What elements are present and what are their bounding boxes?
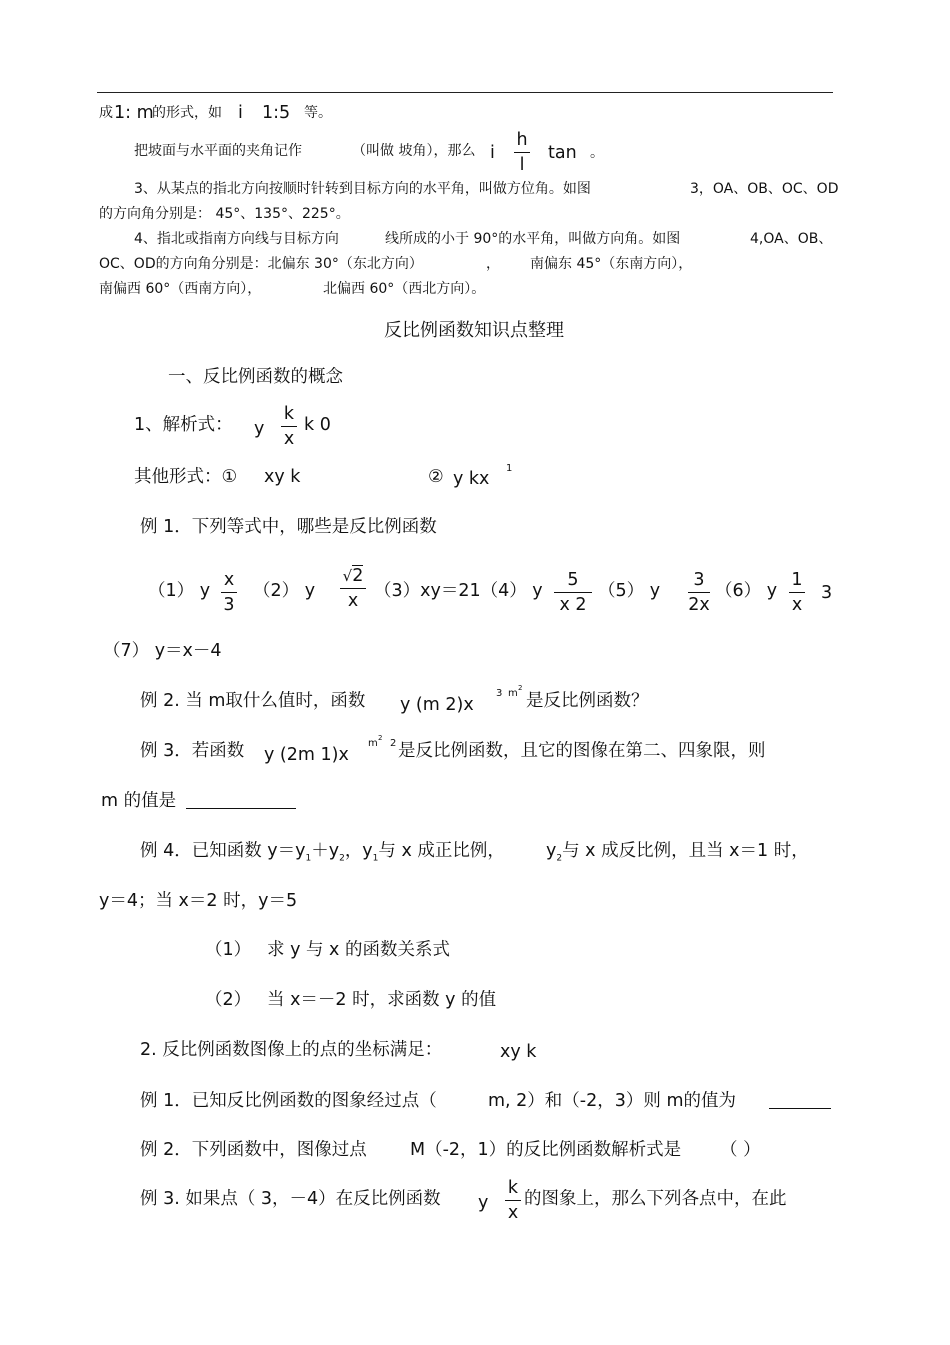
numerator: 3 [693,570,705,590]
sub-question-label: （1） [205,940,252,960]
section-heading: 一、反比例函数的概念 [168,367,343,387]
option-label: （3）xy＝21（4） y [374,581,543,601]
fraction-bar [688,592,710,593]
math-expr: y (2m 1)x [264,745,349,765]
sub-question: 求 y 与 x 的函数关系式 [267,940,450,960]
answer-blank[interactable] [769,1092,831,1109]
denominator: x [347,591,359,611]
sub-question-label: （2） [205,990,252,1010]
math-condition: k 0 [304,415,331,435]
fraction-k-over-x [281,404,297,449]
text-function: tan [548,143,577,163]
math-exponent: 1 [506,463,513,474]
option-label: （6） y [715,581,778,601]
text-line: 其他形式：① [134,467,238,487]
text-ratio: 1: m [114,103,154,123]
text-line [546,840,809,870]
option-label: （2） y [253,581,316,601]
answer-blank[interactable] [186,792,296,809]
text-line: 3、从某点的指北方向按顺时针转到目标方向的水平角，叫做方位角。如图 [134,181,591,197]
text-line: 成 [99,105,113,121]
fraction-h-over-l [514,130,530,175]
formula-label: 1、解析式： [134,415,233,435]
numerator: 1 [791,570,803,590]
fraction-bar [281,426,297,427]
radicand: 2 [352,566,364,586]
fraction [688,570,710,615]
sub-question: 当 x＝－2 时，求函数 y 的值 [267,990,497,1010]
math-exponent: m [368,738,378,749]
fraction-bar [505,1200,521,1201]
text-part: 与 x 成正比例， [378,841,505,861]
text-part: ＋y [311,841,340,861]
math-var: y [254,419,265,439]
text-ratio: 1:5 [262,103,291,123]
fraction-bar [789,592,805,593]
text-part: ，y [344,841,373,861]
fraction-bar [340,588,366,589]
fraction-bar [221,592,237,593]
text-line: y＝4；当 x＝2 时，y＝5 [99,891,298,911]
math-exponent: 2 [378,734,383,742]
fraction-k-over-x [505,1178,521,1223]
text-line: 3，OA、OB、OC、OD [690,181,839,197]
example-question: 例 3．若函数 [140,741,245,761]
subscript: 2 [339,853,345,864]
denominator: x [507,1203,519,1223]
example-question: 例 2. 当 m取什么值时，函数 [140,691,366,711]
text-symbol: i [238,103,243,123]
math-expr: xy k [264,467,301,487]
denominator: x 2 [559,595,587,615]
fraction [789,570,805,615]
example-question: 例 3. 如果点（ 3，－4）在反比例函数 [140,1189,441,1209]
text-line: m 的值是 [101,791,177,811]
text-circled-number: ② [428,467,444,487]
fraction-sqrt [340,566,366,611]
text-line: （叫做 坡角），那么 [352,143,476,159]
text-line: 把坡面与水平面的夹角记作 [134,143,302,159]
numerator: 5 [567,570,579,590]
text-line: OC、OD的方向角分别是：北偏东 30°（东北方向） [99,256,423,272]
text-part: y [546,841,557,861]
text-line: 的图象上，那么下列各点中，在此 [524,1189,787,1209]
subscript: 2 [556,853,563,864]
math-expr: y (m 2)x [400,695,474,715]
text-line: 北偏西 60°（西北方向）。 [323,281,486,297]
example-question: 例 2．下列函数中，图像过点 [140,1140,367,1160]
answer-brackets: （ ） [720,1140,761,1160]
option-label: （1） y [148,581,211,601]
example-question: 例 1．下列等式中，哪些是反比例函数 [140,517,437,537]
math-exponent: 2 [390,738,397,749]
fraction [554,570,592,615]
text-line: m, 2）和（-2，3）则 m的值为 [488,1091,736,1111]
denominator: l [519,155,525,175]
denominator: 2x [688,595,710,615]
text-line: 的方向角分别是： 45°、135°、225°。 [99,206,350,222]
text-line: 等。 [304,105,332,121]
page-title: 反比例函数知识点整理 [384,320,564,341]
numerator: h [516,130,528,150]
text-line: 是反比例函数？ [526,691,649,711]
option-label: （7） y＝x－4 [103,641,222,661]
text-line: 4,OA、OB、 [750,231,833,247]
example-question: 例 1．已知反比例函数的图象经过点（ [140,1091,437,1111]
denominator: x [283,429,295,449]
text-line: 南偏西 60°（西南方向）， [99,281,262,297]
text-part: 例 4．已知函数 y＝y [140,841,306,861]
math-exponent: 3 [496,688,503,699]
denominator: x [791,595,803,615]
header-rule [97,92,833,93]
text-part: 与 x 成反比例，且当 x＝1 时， [562,841,809,861]
fraction-bar [514,152,530,153]
math-exponent: m [508,688,518,699]
math-term: 3 [821,583,833,603]
text-symbol: i [490,143,495,163]
fraction-bar [554,592,592,593]
math-exponent: 2 [518,684,523,692]
subscript: 1 [372,853,379,864]
subscript: 1 [305,853,312,864]
text-line: M（-2，1）的反比例函数解析式是 [410,1140,682,1160]
denominator: 3 [223,595,235,615]
fraction [221,570,237,615]
text-line: ， [486,256,500,272]
text-line: 是反比例函数，且它的图像在第二、四象限，则 [398,741,766,761]
numerator: k [283,404,295,424]
text-line: 的形式，如 [152,105,222,121]
math-var: y [478,1193,489,1213]
numerator: k [507,1178,519,1198]
text-line: 4、指北或指南方向线与目标方向 [134,231,339,247]
option-label: （5） y [598,581,661,601]
numerator: √2 [342,566,364,586]
text-line: 。 [590,145,604,161]
example-question [140,840,505,870]
text-line: 线所成的小于 90°的水平角，叫做方向角。如图 [385,231,681,247]
math-expr: y kx [453,469,490,489]
section-item: 2. 反比例函数图像上的点的坐标满足： [140,1040,443,1060]
numerator: x [223,570,235,590]
text-line: 南偏东 45°（东南方向）， [530,256,693,272]
math-expr: xy k [500,1042,537,1062]
